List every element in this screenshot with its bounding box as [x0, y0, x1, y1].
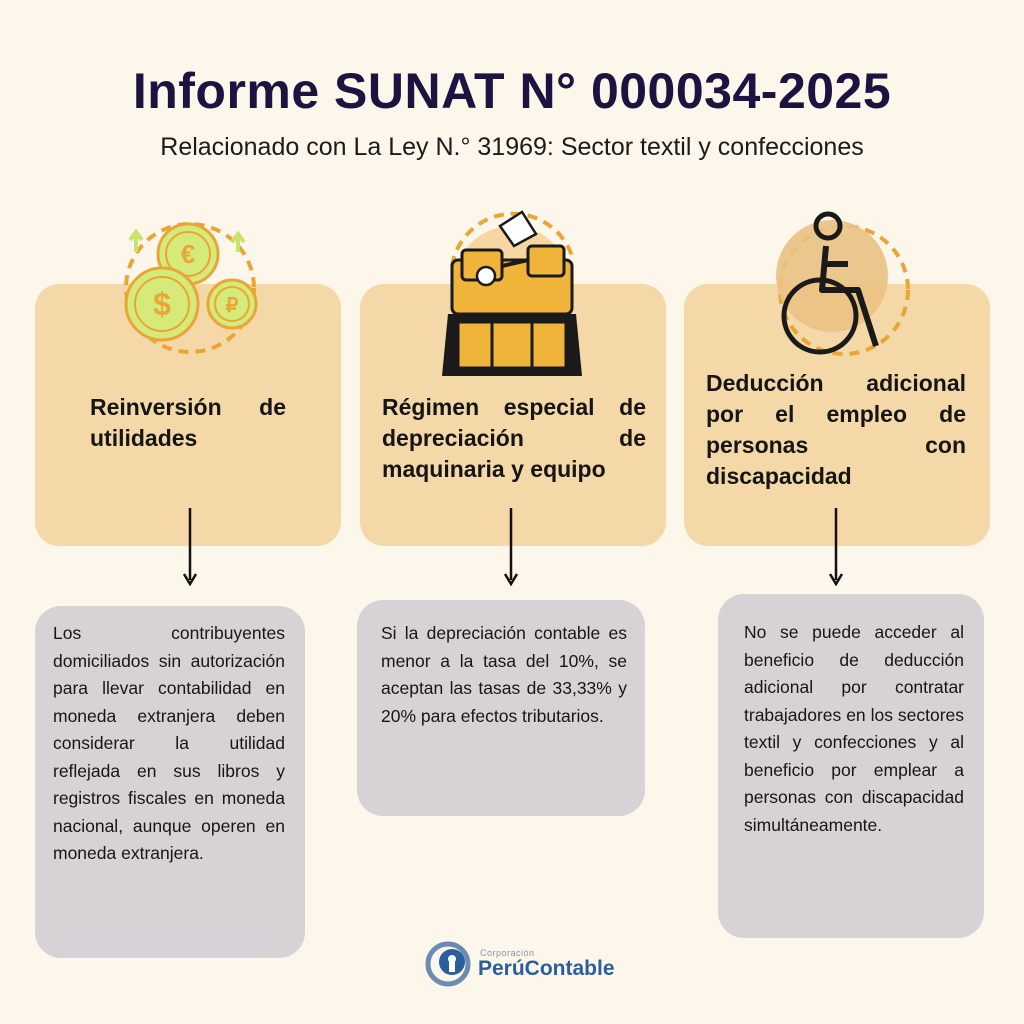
logo-icon: [424, 932, 478, 996]
logo-subtitle: Corporación: [480, 948, 535, 958]
page-title: Informe SUNAT N° 000034-2025: [132, 63, 892, 119]
card-title-reinversion: Reinversión de utilidades: [90, 394, 286, 451]
svg-text:₽: ₽: [225, 295, 239, 317]
card-title-depreciacion: Régimen especial de depreciación de maquinaria y equipo: [382, 394, 646, 482]
arrow-down-icon: [183, 508, 197, 586]
card-title-discapacidad: Deducción adicional por el empleo de personas con discapacidad: [706, 370, 966, 489]
svg-text:$: $: [153, 286, 171, 322]
coins-icon: [110, 212, 270, 362]
machine-icon: [432, 206, 592, 386]
wheelchair-icon: [770, 206, 920, 366]
description-depreciacion: Si la depreciación contable es menor a la tasa del 10%, se aceptan las tasas de 33,33% y 20% para efectos tributarios.: [381, 623, 627, 726]
arrow-down-icon: [829, 508, 843, 586]
logo-name: PerúContable: [478, 957, 615, 980]
svg-text:€: €: [180, 239, 196, 269]
description-reinversion: Los contribuyentes domiciliados sin autorización para llevar contabilidad en moneda extranjera deben considerar la utilidad reflejada en sus libros y registros fiscales en moneda nacional, aunque operen en moneda extranjera.: [53, 623, 285, 863]
page-subtitle: Relacionado con La Ley N.° 31969: Sector textil y confecciones: [160, 133, 864, 161]
description-discapacidad: No se puede acceder al beneficio de deducción adicional por contratar trabajadores en los sectores textil y confecciones y al beneficio por emplear a personas con discapacidad simultáneamente.: [744, 622, 964, 835]
peru-contable-logo: [424, 932, 624, 996]
arrow-down-icon: [504, 508, 518, 586]
